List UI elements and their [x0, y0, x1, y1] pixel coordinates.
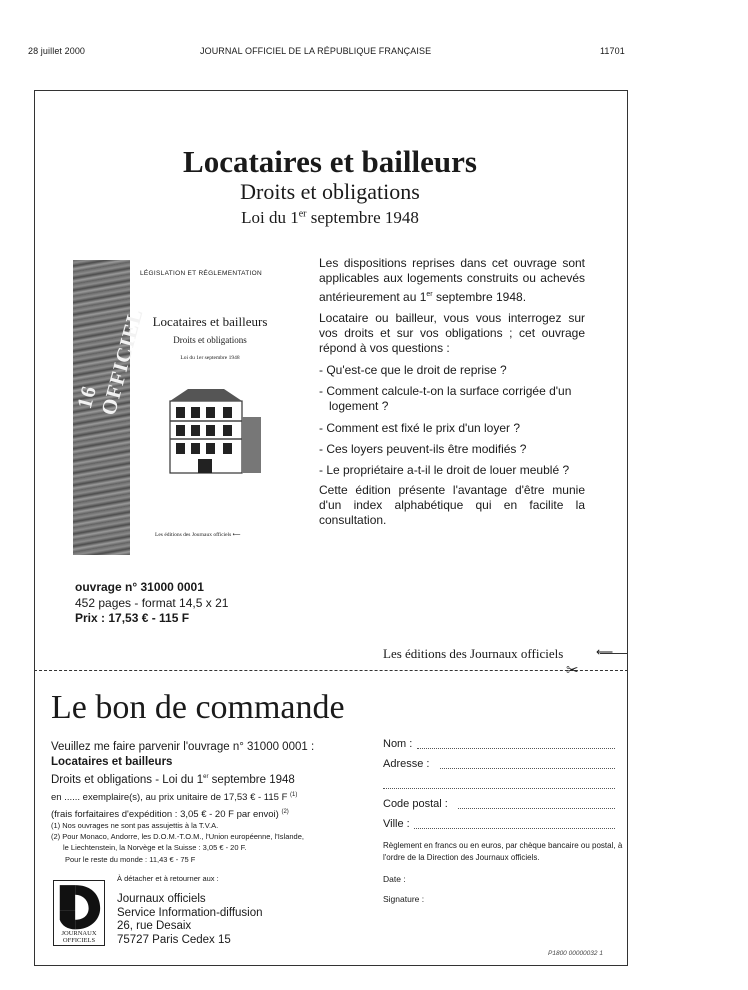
note-2: (2) Pour Monaco, Andorre, les D.O.M.-T.O.M., l'Union européenne, l'Islande, [51, 832, 304, 842]
list-item: - Ces loyers peuvent-ils être modifiés ? [319, 441, 527, 456]
list-item: - Comment calcule-t-on la surface corrigée d'un logement ? [319, 384, 572, 414]
name-field[interactable] [417, 748, 615, 749]
arrow-left-icon: ⟵ [596, 645, 614, 659]
publisher-line: Les éditions des Journaux officiels [383, 646, 564, 661]
order-quantity-line[interactable]: en ...... exemplaire(s), au prix unitaire de 17,53 € - 115 F $^{(1)}$ [51, 791, 298, 803]
order-notes [51, 820, 351, 865]
order-line-3: Droits et obligations - Loi du 1er septembre 1948 [51, 773, 295, 786]
product-info [75, 580, 228, 627]
book-description [319, 256, 585, 528]
advertisement-frame-bottom [34, 965, 628, 966]
list-item: - Qu'est-ce que le droit de reprise ? [319, 362, 507, 377]
header-journal-title: JOURNAL OFFICIEL DE LA RÉPUBLIQUE FRANÇAISE [200, 46, 432, 56]
postal-code-label: Code postal : [383, 798, 448, 810]
ad-subtitle: Droits et obligations [240, 179, 420, 204]
header-page-number: 11701 [600, 46, 625, 56]
product-number: ouvrage n° 31000 0001 [75, 580, 204, 594]
description-paragraph-3: Cette édition présente l'avantage d'être munie d'un index alphabétique qui en facilite la consultation. [319, 482, 585, 528]
postal-address: Journaux officiels Service Information-diffusion 26, rue Desaix 75727 Paris Cedex 15 [117, 893, 263, 946]
note-4: Pour le reste du monde : 11,43 € - 75 F [65, 854, 196, 864]
cover-subtitle: Droits et obligations [173, 335, 247, 345]
city-field[interactable] [414, 828, 615, 829]
order-shipping-line: (frais forfaitaires d'expédition : 3,05 € - 20 F par envoi) $^{(2)}$ [51, 808, 289, 821]
date-label: Date : [383, 874, 406, 884]
note-1: (1) Nos ouvrages ne sont pas assujettis à la T.V.A. [51, 821, 219, 830]
scissors-icon: ✂ [566, 662, 579, 679]
detach-instruction: À détacher et à retourner aux : [117, 874, 219, 883]
book-spine-text: 16 OFFICIEL [72, 305, 148, 418]
postal-code-field[interactable] [458, 808, 615, 809]
order-book-title: Locataires et bailleurs [51, 756, 173, 768]
logo-text: JOURNAUX OFFICIELS [61, 930, 97, 944]
order-details [51, 740, 351, 822]
cut-line [34, 670, 628, 671]
cover-footer: Les éditions des Journaux officiels ⟵ [155, 532, 241, 538]
cover-law: Loi du 1er septembre 1948 [180, 355, 240, 361]
order-line-1: Veuillez me faire parvenir l'ouvrage n° 31000 0001 : [51, 741, 315, 753]
address-field-line-2[interactable] [383, 788, 615, 789]
city-label: Ville : [383, 818, 410, 830]
description-paragraph-1: Les dispositions reprises dans cet ouvrage sont applicables aux logements construits ou achevés antérieurement au 1er septembre 1948. [319, 256, 585, 304]
list-item: - Le propriétaire a-t-il le droit de louer meublé ? [319, 463, 570, 478]
signature-label: Signature : [383, 894, 425, 904]
reference-code: P1800 00000032 1 [548, 950, 603, 957]
name-label: Nom : [383, 738, 413, 750]
payment-instructions: Règlement en francs ou en euros, par chèque bancaire ou postal, à l'ordre de la Direction des Journaux officiels. [383, 841, 623, 862]
note-3: le Liechtenstein, la Norvège et la Suisse : 3,05 € - 20 F. [63, 843, 247, 853]
cover-category: LÉGISLATION ET RÉGLEMENTATION [140, 270, 262, 277]
ad-title: Locataires et bailleurs [183, 144, 477, 179]
product-format: 452 pages - format 14,5 x 21 [75, 595, 229, 610]
cover-title: Locataires et bailleurs [152, 314, 268, 329]
ad-law-line: Loi du 1er septembre 1948 [241, 208, 419, 227]
address-label: Adresse : [383, 758, 430, 770]
address-field[interactable] [440, 768, 615, 769]
question-list [319, 363, 585, 479]
header-date: 28 juillet 2000 [28, 46, 86, 56]
building-illustration-icon [168, 387, 263, 475]
list-item: - Comment est fixé le prix d'un loyer ? [319, 420, 521, 435]
product-price: Prix : 17,53 € - 115 F [75, 611, 190, 625]
order-form-title: Le bon de commande [51, 689, 345, 726]
description-paragraph-2: Locataire ou bailleur, vous vous interrogez sur vos droits et sur vos obligations ; cet ouvrage répond à vos questions : [319, 310, 585, 356]
